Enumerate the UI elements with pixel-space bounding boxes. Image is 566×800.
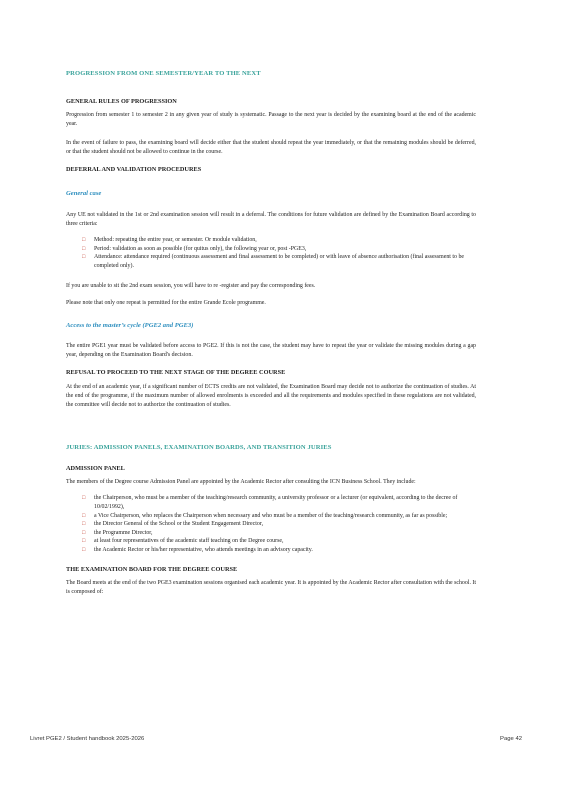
bullet-icon: □ [82, 512, 86, 519]
section-title-juries: JURIES: ADMISSION PANELS, EXAMINATION BOARDS, AND TRANSITION JURIES [66, 444, 332, 452]
bullet-icon: □ [82, 538, 86, 545]
paragraph-examination-board: The Board meets at the end of the two PGE3 examination sessions organised each academic year. It is appointed by the Academic Rector after consultation with the school. It is composed of: [66, 579, 476, 595]
subheading-admission-panel: ADMISSION PANEL [66, 465, 125, 473]
paragraph-general-rules-1: Progression from semester 1 to semester 2 in any given year of study is systematic. Passage to the next year is decided by the examining board at the end of the academic year. [66, 112, 476, 127]
subheading-refusal: REFUSAL TO PROCEED TO THE NEXT STAGE OF THE DEGREE COURSE [66, 369, 286, 377]
paragraph-masters-access: The entire PGE1 year must be validated before access to PGE2. If this is not the case, the student may have to repeat the year or validate the missing modules during a gap year, depending on the Examination Board's decision. [66, 343, 476, 359]
bullet-icon: □ [82, 529, 86, 536]
paragraph-admission: The members of the Degree course Admission Panel are appointed by the Academic Rector after consulting the ICN Business School. They include: [66, 479, 416, 486]
page-footer [30, 736, 522, 742]
paragraph-deferral-2: If you are unable to sit the 2nd exam session, you will have to re -register and pay the corresponding fees. [66, 283, 316, 290]
list-item: □ the Academic Rector or his/her representative, who attends meetings in an advisory capacity. [82, 546, 313, 553]
bullet-icon: □ [82, 245, 86, 252]
list-item: □ the Director General of the School or the Student Engagement Director, [82, 521, 264, 528]
list-item: □ Attendance: attendance required (continuous assessment and final assessment to be completed) or with leave of absence authorisation (final assessment to be completed only). [82, 254, 465, 269]
subheading-examination-board: THE EXAMINATION BOARD FOR THE DEGREE COURSE [66, 565, 238, 573]
admission-members-list [82, 494, 476, 554]
list-item: □ Method: repeating the entire year, or semester. Or module validation, [82, 237, 257, 243]
paragraph-deferral-3: Please note that only one repeat is permitted for the entire Grande Ecole programme. [66, 300, 266, 307]
paragraph-refusal: At the end of an academic year, if a significant number of ECTS credits are not validated, the Examination Board may decide not to authorize the continuation of studies. At the end of the programme, if the maximum number of allowed enrolments is exceeded and all the requirements and modules specified in these regulations are not validated, the committee will decide not to authorize the continuation of studies. [66, 384, 476, 409]
bullet-icon: □ [82, 521, 86, 528]
footer-handbook-label: Livret PGE2 / Student handbook 2025-2026 [30, 736, 145, 742]
criteria-list [82, 236, 476, 270]
bullet-icon: □ [82, 237, 86, 243]
subheading-masters-access: Access to the master’s cycle (PGE2 and PGE3) [66, 322, 194, 330]
subheading-deferral: DEFERRAL AND VALIDATION PROCEDURES [66, 166, 202, 173]
footer-page-number: Page 42 [500, 736, 522, 742]
paragraph-general-rules-2: In the event of failure to pass, the examining board will decide either that the student should repeat the year immediately, or that the remaining modules should be deferred, or that the student should not be allowed to continue in the course. [66, 140, 476, 155]
bullet-icon: □ [82, 254, 86, 261]
list-item: □ the Programme Director, [82, 529, 153, 536]
list-item: □ a Vice Chairperson, who replaces the Chairperson when necessary and who must be a member of the teaching/research community, as far as possible; [82, 512, 448, 519]
page-content [66, 70, 476, 597]
paragraph-deferral-1: Any UE not validated in the 1st or 2nd examination session will result in a deferral. The conditions for future validation are defined by the Examination Board according to three criteria: [66, 212, 476, 227]
section-title-progression: PROGRESSION FROM ONE SEMESTER/YEAR TO THE NEXT [66, 70, 261, 77]
list-item: □ the Chairperson, who must be a member of the teaching/research community, a university professor or a lecturer (or equivalent, according to the decree of 10/02/1992), [82, 495, 458, 510]
bullet-icon: □ [82, 495, 86, 502]
list-item: □ Period: validation as soon as possible (for quitus only), the following year or, post -PGE3, [82, 245, 307, 252]
bullet-icon: □ [82, 546, 86, 553]
list-item: □ at least four representatives of the academic staff teaching on the Degree course, [82, 538, 284, 545]
subheading-general-case: General case [66, 190, 102, 197]
subheading-general-rules: GENERAL RULES OF PROGRESSION [66, 98, 177, 105]
